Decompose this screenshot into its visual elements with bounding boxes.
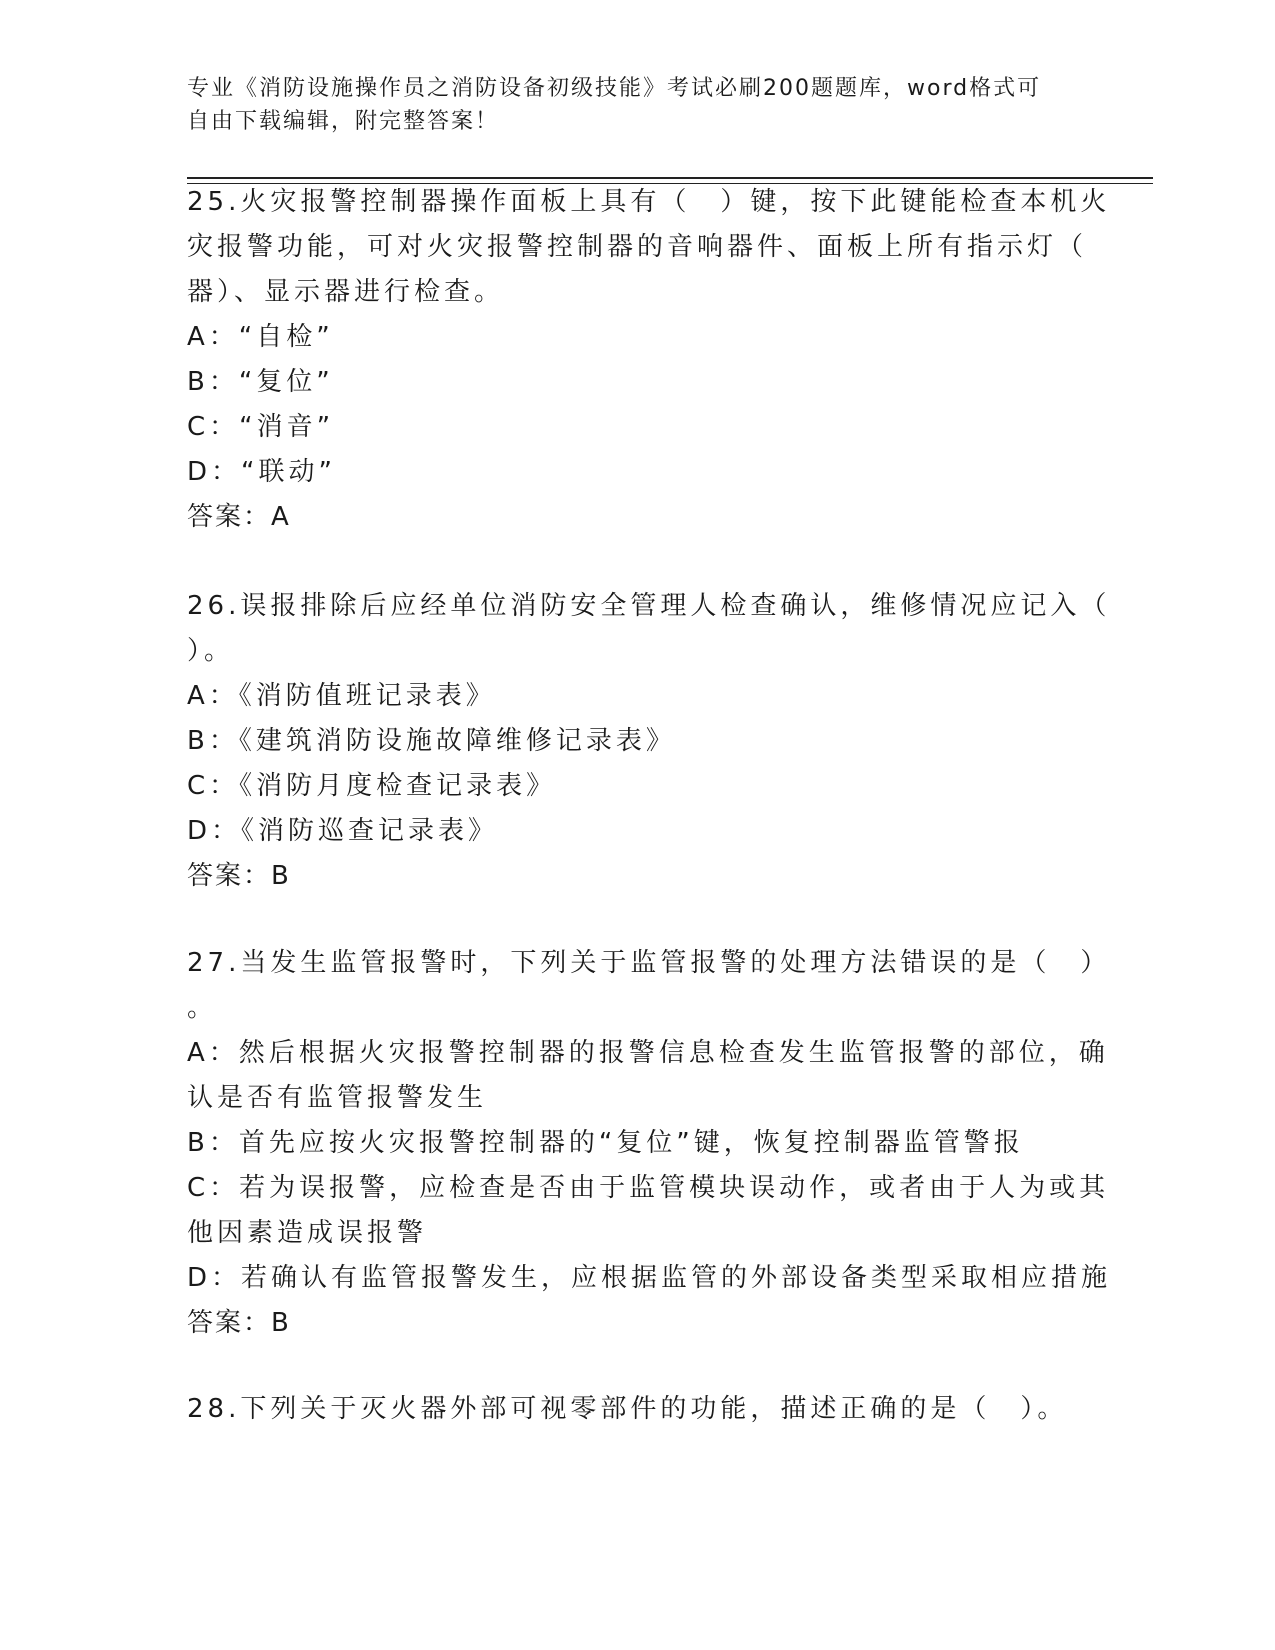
document-header — [187, 72, 1067, 138]
question-stem-line: 灾报警功能，可对火灾报警控制器的音响器件、面板上所有指示灯（ — [187, 232, 1088, 262]
option-a: A：然后根据火灾报警控制器的报警信息检查发生监管报警的部位，确 — [187, 1038, 1109, 1068]
option-c: C：《消防月度检查记录表》 — [187, 771, 557, 801]
option-b: B：“复位” — [187, 367, 334, 397]
option-c: C：“消音” — [187, 412, 335, 442]
question-27 — [187, 941, 1112, 1346]
option-a: A：“自检” — [187, 322, 334, 352]
answer-line: 答案：A — [187, 502, 291, 532]
option-c-continued: 他因素造成误报警 — [187, 1218, 428, 1248]
question-stem-line: 25.火灾报警控制器操作面板上具有（ ）键，按下此键能检查本机火 — [187, 187, 1111, 217]
header-divider-thick — [187, 177, 1153, 179]
option-a: A：《消防值班记录表》 — [187, 681, 496, 711]
header-line-1: 专业《消防设施操作员之消防设备初级技能》考试必刷200题题库，word格式可 — [187, 76, 1042, 101]
answer-line: 答案：B — [187, 1308, 291, 1338]
option-d: D：若确认有监管报警发生，应根据监管的外部设备类型采取相应措施 — [187, 1263, 1112, 1293]
question-25 — [187, 180, 1111, 540]
option-b: B：《建筑消防设施故障维修记录表》 — [187, 726, 676, 756]
question-stem-line: 28.下列关于灭火器外部可视零部件的功能，描述正确的是（ ）。 — [187, 1394, 1068, 1424]
question-stem-line: ）。 — [187, 636, 235, 666]
header-line-2: 自由下载编辑，附完整答案！ — [187, 109, 500, 134]
question-stem-line: 。 — [187, 993, 218, 1023]
question-stem-line: 器）、显示器进行检查。 — [187, 277, 505, 307]
option-b: B：首先应按火灾报警控制器的“复位”键，恢复控制器监管警报 — [187, 1128, 1024, 1158]
option-d: D：“联动” — [187, 457, 336, 487]
option-c: C：若为误报警，应检查是否由于监管模块误动作，或者由于人为或其 — [187, 1173, 1110, 1203]
question-28 — [187, 1387, 1067, 1432]
question-stem-line: 26.误报排除后应经单位消防安全管理人检查确认，维修情况应记入（ — [187, 591, 1111, 621]
option-d: D：《消防巡查记录表》 — [187, 816, 499, 846]
question-stem-line: 27.当发生监管报警时，下列关于监管报警的处理方法错误的是（ ） — [187, 948, 1111, 978]
question-26 — [187, 584, 1111, 899]
answer-line: 答案：B — [187, 861, 291, 891]
option-a-continued: 认是否有监管报警发生 — [187, 1083, 488, 1113]
